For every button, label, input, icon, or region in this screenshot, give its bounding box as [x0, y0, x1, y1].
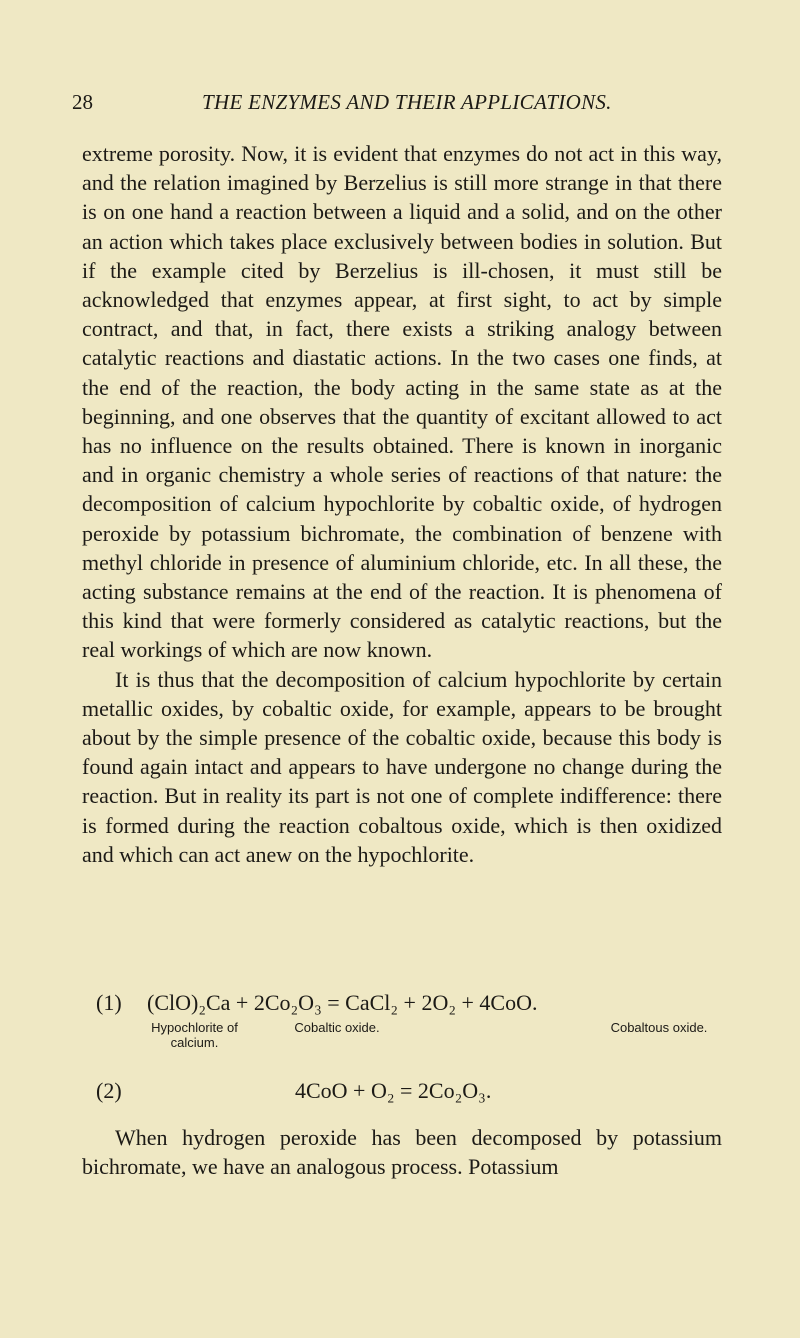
equation-2-number: (2) [96, 1078, 122, 1103]
label-cobaltous-oxide: Cobaltous oxide. [610, 1020, 708, 1035]
body-text [82, 139, 722, 869]
paragraph-closing: When hydrogen peroxide has been decomposed by potassium bichromate, we have an analogous process. Potassium [82, 1125, 722, 1180]
paragraph-continued: extreme porosity. Now, it is evident that enzymes do not act in this way, and the relation imagined by Berzelius is still more strange in that there is on one hand a reaction between a liquid and a solid, and on the other an action which takes place exclusively between bodies in solution. But if the example cited by Berzelius is ill-chosen, it must still be acknowledged that enzymes appear, at first sight, to act by simple contract, and that, in fact, there exists a striking analogy between catalytic reactions and diastatic actions. In the two cases one finds, at the end of the reaction, the body acting in the same state as at the beginning, and one observes that the quantity of excitant allowed to act has no influence on the results obtained. There is known in inorganic and in organic chemistry a whole series of reactions of that nature: the decomposition of calcium hypochlorite by cobaltic oxide, of hydrogen peroxide by potassium bichromate, the combination of benzene with methyl chloride in presence of aluminium chloride, etc. In all these, the acting substance remains at the end of the reaction. It is phenomena of this kind that were formerly considered as catalytic reactions, but the real workings of which are now known. [82, 141, 722, 663]
label-cobaltic-oxide: Cobaltic oxide. [294, 1020, 380, 1035]
equation-1-number: (1) [96, 990, 122, 1015]
closing-text [82, 1123, 722, 1181]
label-hypochlorite: Hypochlorite of calcium. [151, 1020, 238, 1050]
equation-2-formula: 4CoO + O₂ = 2Co₂O₃. [295, 1078, 492, 1103]
page-header [72, 90, 752, 120]
equation-1-labels [82, 1020, 722, 1060]
paragraph-decomposition: It is thus that the decomposition of calcium hypochlorite by certain metallic oxides, by cobaltic oxide, for example, appears to be brought about by the simple presence of the cobaltic oxide, because this body is found again intact and appears to have undergone no change during the reaction. But in reality its part is not one of complete indifference: there is formed during the reaction cobaltous oxide, which is then oxidized and which can act anew on the hypochlorite. [82, 666, 722, 867]
equation-2 [82, 1078, 722, 1108]
equation-1-formula: (ClO)₂Ca + 2Co₂O₃ = CaCl₂ + 2O₂ + 4CoO. [147, 990, 538, 1015]
equation-1 [82, 990, 722, 1060]
running-title: THE ENZYMES AND THEIR APPLICATIONS. [202, 90, 612, 114]
page-number: 28 [72, 90, 93, 114]
